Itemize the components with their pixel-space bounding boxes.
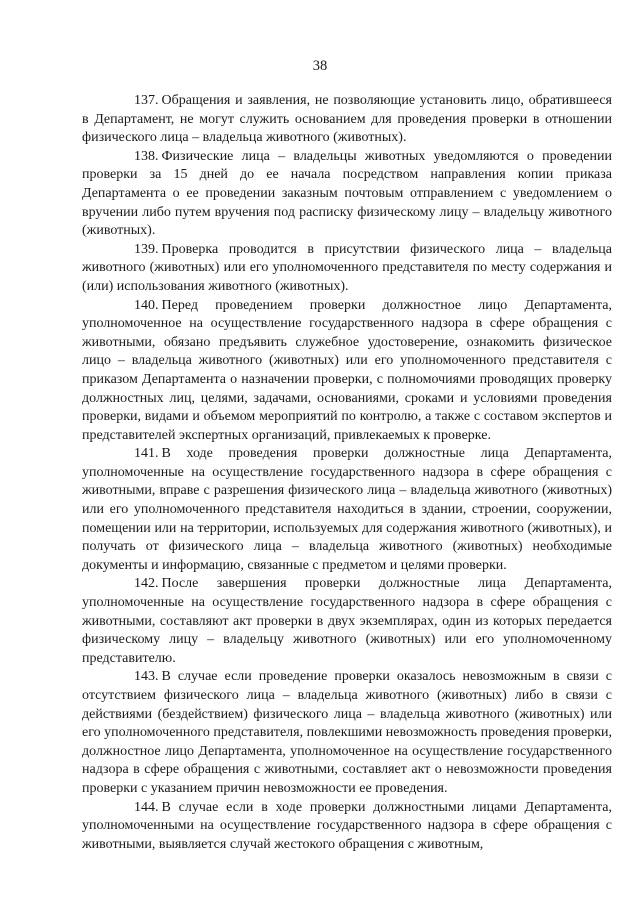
paragraph-137 [82, 92, 612, 148]
paragraph-text: После завершения проверки должностные лица Департамента, уполномоченные на осуществление государственного надзора в сфере обращения с животными, составляют акт проверки в двух экземплярах, один из которых передается физическому лицу – владельцу животного (животных) или его уполномоченному представителю. [82, 576, 612, 666]
paragraph-text: Перед проведением проверки должностное лицо Департамента, уполномоченное на осуществление государственного надзора в сфере обращения с животными, обязано предъявить служебное удостоверение, ознакомить физическое лицо – владельца животного (животных) или его уполномоченного представителя с приказом Департамента о назначении проверки, с полномочиями проводящих проверку должностных лиц, целями, задачами, основаниями, сроками и условиями проведения проверки, видами и объемом мероприятий по контролю, а также с составом экспертов и представителей экспертных организаций, привлекаемых к проверке. [82, 297, 612, 443]
paragraph-142 [82, 575, 612, 668]
paragraph-139 [82, 241, 612, 297]
paragraph-text: В случае если в ходе проверки должностными лицами Департамента, уполномоченными на осуществление государственного надзора в сфере обращения с животными, выявляется случай жестокого обращения с животным, [82, 799, 612, 852]
paragraph-number: 139. [134, 241, 159, 257]
paragraph-text: В случае если проведение проверки оказалось невозможным в связи с отсутствием физического лица – владельца животного (животных) либо в связи с действиями (бездействием) физического лица – владельца животного (животных) или его уполномоченного представителя, повлекшими невозможность проведения проверки, должностное лицо Департамента, уполномоченное на осуществление государственного надзора в сфере обращения с животными, составляет акт о невозможности проведения проверки с указанием причин невозможности ее проведения. [82, 669, 612, 796]
paragraph-140 [82, 297, 612, 446]
paragraph-number: 144. [134, 799, 159, 815]
paragraph-number: 140. [134, 297, 159, 313]
document-body [82, 92, 612, 854]
paragraph-text: Проверка проводится в присутствии физического лица – владельца животного (животных) или его уполномоченного представителя по месту содержания и (или) использования животного (животных). [82, 241, 612, 294]
paragraph-144 [82, 799, 612, 855]
paragraph-138 [82, 148, 612, 241]
paragraph-number: 137. [134, 93, 159, 108]
paragraph-number: 143. [134, 669, 159, 685]
paragraph-141 [82, 445, 612, 575]
paragraph-text: В ходе проведения проверки должностные лица Департамента, уполномоченные на осуществление государственного надзора в сфере обращения с животными, вправе с разрешения физического лица – владельца животного (животных) или его уполномоченного представителя находиться в здании, строении, сооружении, помещении или на территории, используемых для содержания животного (животных), и получать от физического лица – владельца животного (животных) необходимые документы и информацию, связанные с предметом и целями проверки. [82, 446, 612, 573]
paragraph-number: 142. [134, 576, 159, 592]
paragraph-text: Физические лица – владельцы животных уведомляются о проведении проверки за 15 дней до ее начала посредством направления копии приказа Департамента о ее проведении заказным почтовым отправлением с уведомлением о вручении либо путем вручения под расписку физическому лицу – владельцу животного (животных). [82, 148, 612, 239]
paragraph-text: Обращения и заявления, не позволяющие установить лицо, обратившееся в Департамент, не могут служить основанием для проведения проверки в отношении физического лица – владельца животного (животных). [82, 93, 612, 146]
page-number: 38 [312, 58, 328, 74]
paragraph-143 [82, 668, 612, 798]
paragraph-number: 141. [134, 446, 159, 462]
paragraph-number: 138. [134, 148, 159, 164]
